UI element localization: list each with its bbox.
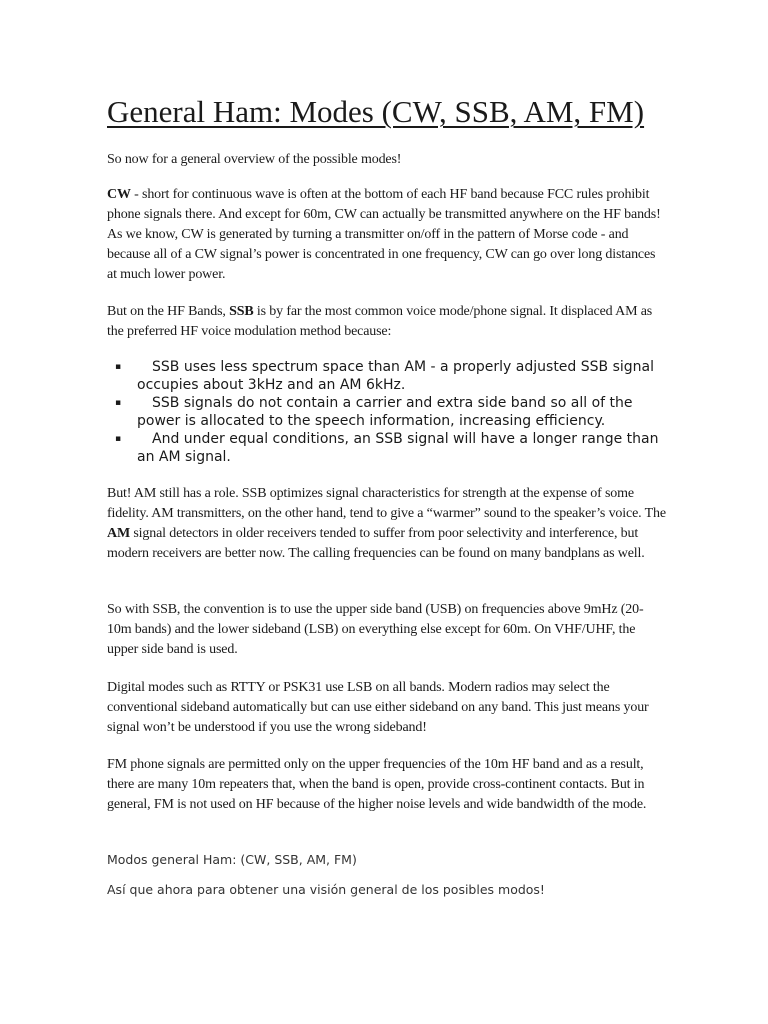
ssb-advantages-list: [107, 358, 667, 466]
ssb-text-after: is by far the most common voice mode/phone signal. It displaced AM as the preferred HF voice modulation method because:: [107, 304, 653, 339]
bullet-icon: ▪: [115, 398, 122, 408]
digital-modes-paragraph: Digital modes such as RTTY or PSK31 use LSB on all bands. Modern radios may select the conventional sideband automatically but can use either sideband on any band. This just means your signal won’t be understood if you use the wrong sideband!: [107, 680, 649, 735]
document-title: General Ham: Modes (CW, SSB, AM, FM): [107, 94, 645, 129]
am-text-after: signal detectors in older receivers tended to suffer from poor selectivity and interference, but modern receivers are better now. The calling frequencies can be found on many bandplans as well.: [107, 526, 645, 561]
fm-paragraph: FM phone signals are permitted only on the upper frequencies of the 10m HF band and as a result, there are many 10m repeaters that, when the band is open, provide cross-continent contacts. But in general, FM is not used on HF because of the higher noise levels and wide bandwidth of the mode.: [107, 757, 647, 812]
bullet-text: SSB uses less spectrum space than AM - a properly adjusted SSB signal occupies about 3kHz and an AM 6kHz.: [137, 359, 654, 393]
cw-paragraph: [107, 185, 667, 285]
list-item: [107, 358, 667, 394]
spanish-title: Modos general Ham: (CW, SSB, AM, FM): [107, 852, 357, 867]
am-paragraph: [107, 484, 667, 564]
bullet-icon: ▪: [115, 434, 122, 444]
am-term: AM: [107, 526, 131, 541]
intro-paragraph: So now for a general overview of the possible modes!: [107, 152, 402, 167]
ssb-text-before: But on the HF Bands,: [107, 304, 230, 319]
cw-text: - short for continuous wave is often at the bottom of each HF band because FCC rules prohibit phone signals there. And except for 60m, CW can actually be transmitted anywhere on the HF bands! As we know, CW is generated by turning a transmitter on/off in the pattern of Morse code - and because all of a CW signal’s power is concentrated in one frequency, CW can go over long distances at much lower power.: [107, 187, 661, 282]
ssb-paragraph: [107, 302, 667, 342]
ssb-term: SSB: [229, 304, 254, 319]
bullet-icon: ▪: [115, 362, 122, 372]
list-item: [107, 394, 667, 430]
bullet-text: And under equal conditions, an SSB signal will have a longer range than an AM signal.: [137, 431, 659, 465]
usb-lsb-paragraph: So with SSB, the convention is to use the upper side band (USB) on frequencies above 9mHz (20-10m bands) and the lower sideband (LSB) on everything else except for 60m. On VHF/UHF, the upper side band is used.: [107, 602, 644, 657]
list-item: [107, 430, 667, 466]
spanish-intro: Así que ahora para obtener una visión general de los posibles modos!: [107, 882, 545, 897]
bullet-text: SSB signals do not contain a carrier and extra side band so all of the power is allocated to the speech information, increasing efficiency.: [137, 395, 633, 429]
cw-term: CW: [107, 187, 131, 202]
am-text-before: But! AM still has a role. SSB optimizes signal characteristics for strength at the expense of some fidelity. AM transmitters, on the other hand, tend to give a “warmer” sound to the speaker’s voice. The: [107, 486, 666, 521]
